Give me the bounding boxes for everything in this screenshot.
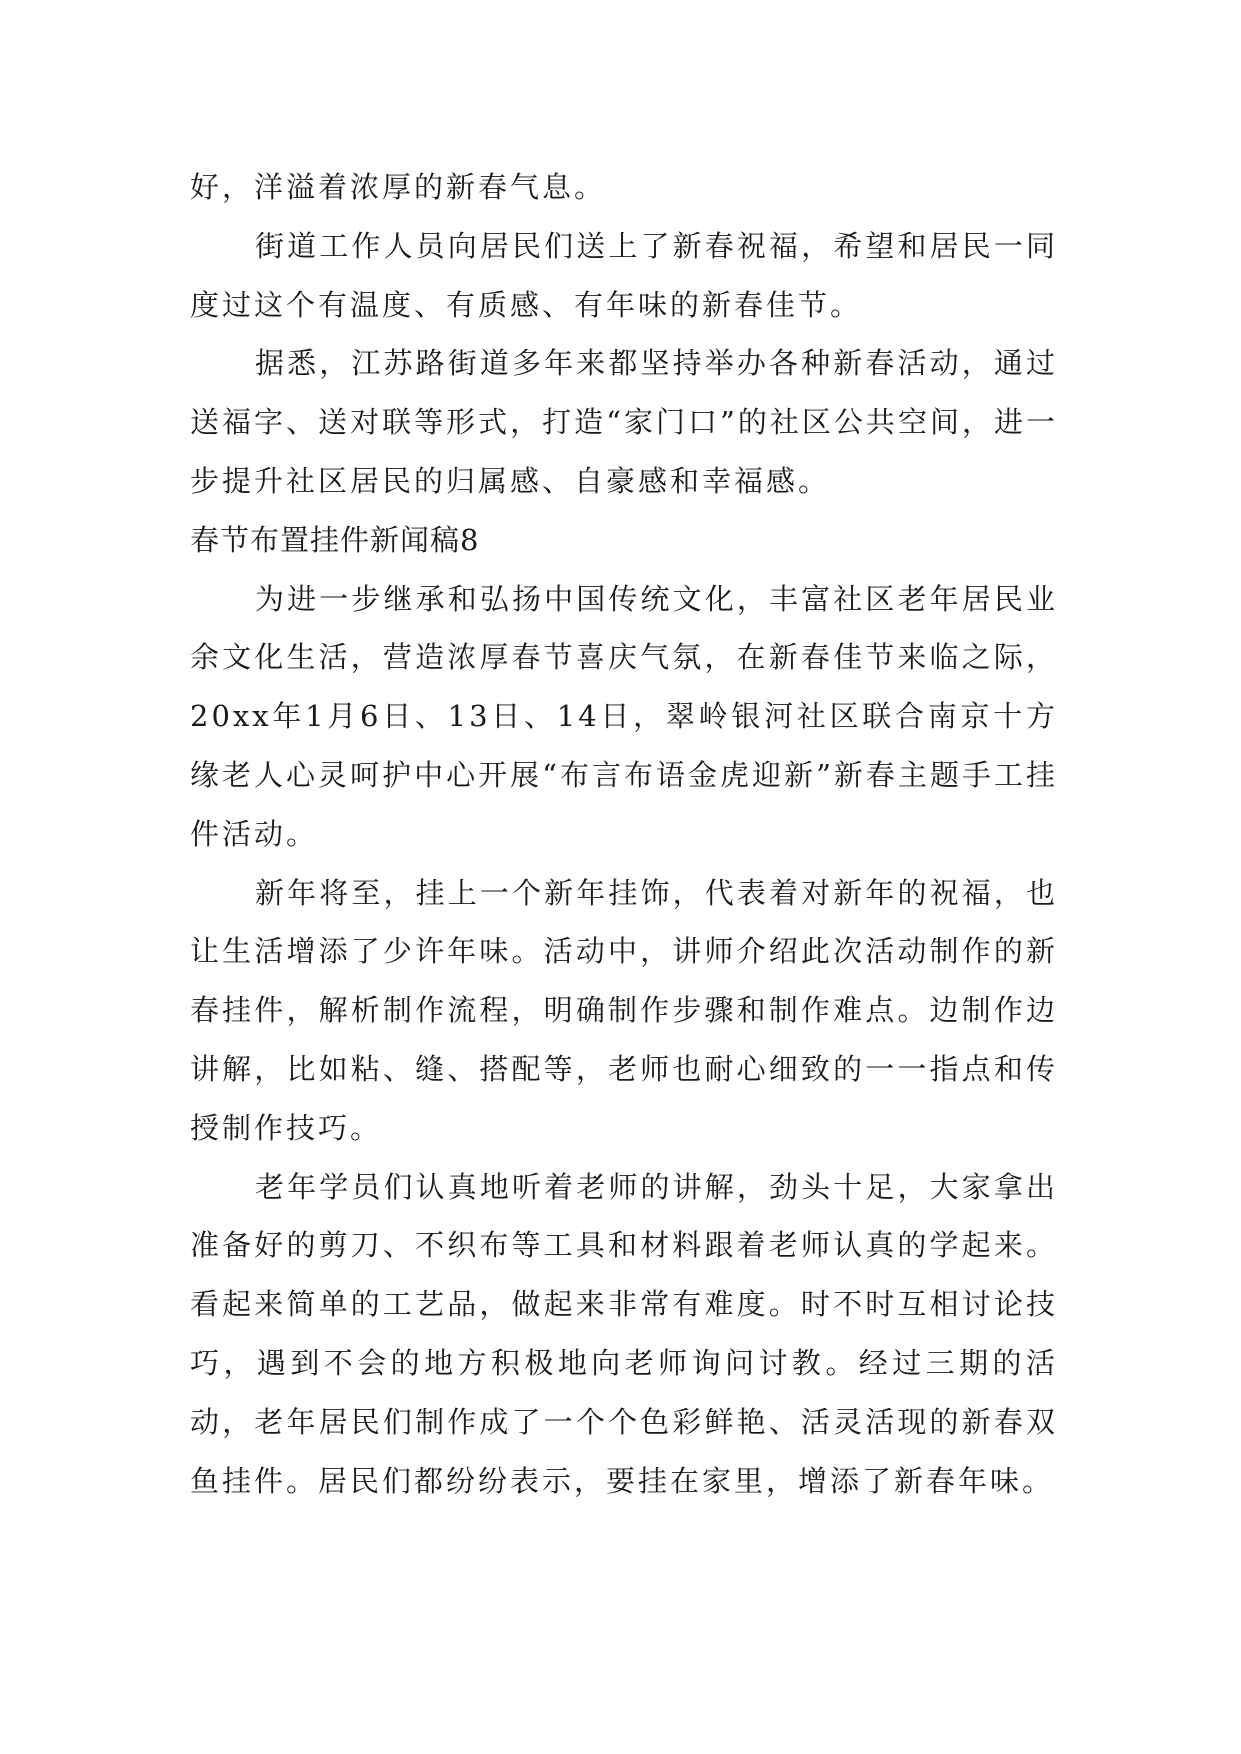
section-heading: 春节布置挂件新闻稿8: [190, 522, 480, 557]
paragraph-intro: 为进一步继承和弘扬中国传统文化，丰富社区老年居民业余文化生活，营造浓厚春节喜庆气氛，在新春佳节来临之际，20xx年1月6日、13日、14日，翠岭银河社区联合南京十方缘老人心灵呵护中心开展“布言布语金虎迎新”新春主题手工挂件活动。: [190, 581, 1058, 851]
paragraph-continuation: 好，洋溢着浓厚的新春气息。: [190, 170, 607, 204]
paragraph-greeting: 街道工作人员向居民们送上了新春祝福，希望和居民一同度过这个有温度、有质感、有年味的新春佳节。: [190, 228, 1058, 322]
paragraph-summary: 据悉，江苏路街道多年来都坚持举办各种新春活动，通过送福字、送对联等形式，打造“家门口”的社区公共空间，进一步提升社区居民的归属感、自豪感和幸福感。: [190, 346, 1058, 498]
document-page: [190, 158, 1058, 1510]
paragraph-participants: 老年学员们认真地听着老师的讲解，劲头十足，大家拿出准备好的剪刀、不织布等工具和材料跟着老师认真的学起来。看起来简单的工艺品，做起来非常有难度。时不时互相讨论技巧，遇到不会的地方积极地向老师询问讨教。经过三期的活动，老年居民们制作成了一个个色彩鲜艳、活灵活现的新春双鱼挂件。居民们都纷纷表示，要挂在家里，增添了新春年味。: [190, 1169, 1058, 1498]
paragraph-activity: 新年将至，挂上一个新年挂饰，代表着对新年的祝福，也让生活增添了少许年味。活动中，讲师介绍此次活动制作的新春挂件，解析制作流程，明确制作步骤和制作难点。边制作边讲解，比如粘、缝、搭配等，老师也耐心细致的一一指点和传授制作技巧。: [190, 875, 1058, 1145]
